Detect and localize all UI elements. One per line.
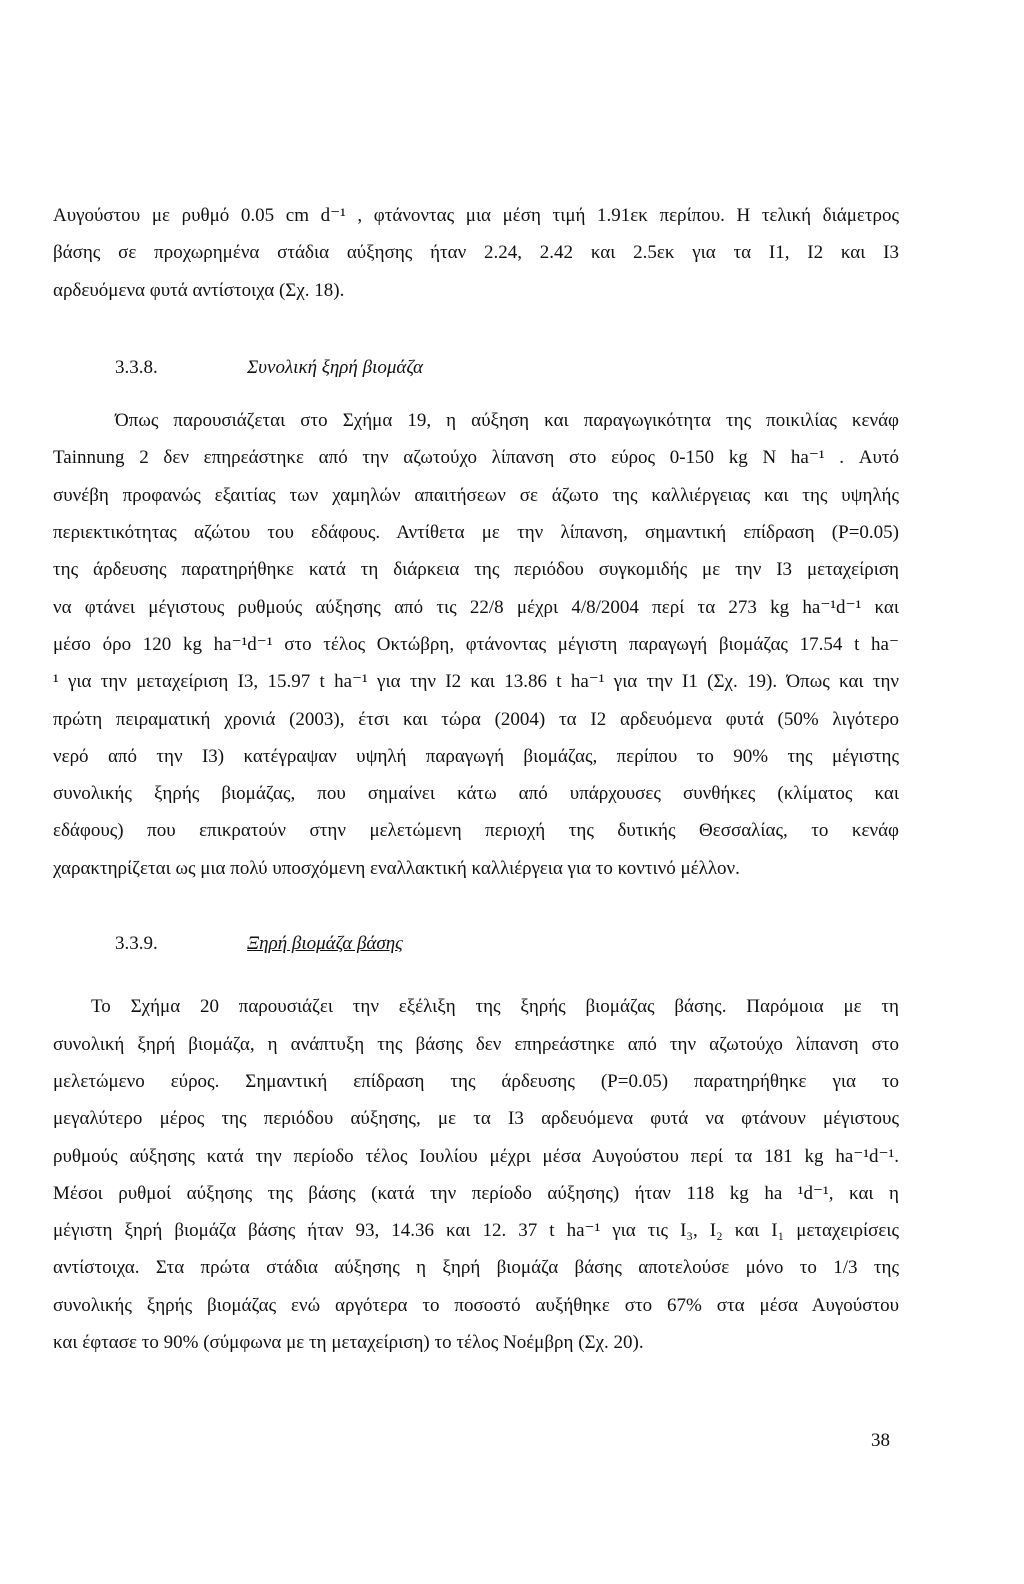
section-title: Συνολική ξηρή βιομάζα xyxy=(247,356,423,378)
text-line: νερό από την Ι3) κατέγραψαν υψηλή παραγωγή βιομάζας, περίπου το 90% της μέγιστης xyxy=(53,745,899,767)
text-line: Όπως παρουσιάζεται στο Σχήμα 19, η αύξηση και παραγωγικότητα της ποικιλίας κενάφ xyxy=(115,410,899,432)
section-heading-339 xyxy=(53,925,899,962)
text-line: Μέσοι ρυθμοί αύξησης της βάσης (κατά την περίοδο αύξησης) ήταν 118 kg ha ¹d⁻¹, και η xyxy=(53,1182,899,1204)
text-line: συνέβη προφανώς εξαιτίας των χαμηλών απαιτήσεων σε άζωτο της καλλιέργειας και της υψηλής xyxy=(53,484,899,506)
text-line: Το Σχήμα 20 παρουσιάζει την εξέλιξη της ξηρής βιομάζας βάσης. Παρόμοια με τη xyxy=(91,996,899,1018)
text-line: βάσης σε προχωρημένα στάδια αύξησης ήταν 2.24, 2.42 και 2.5εκ για τα Ι1, Ι2 και Ι3 xyxy=(53,242,899,264)
text-line: πρώτη πειραματική χρονιά (2003), έτσι και τώρα (2004) τα Ι2 αρδευόμενα φυτά (50% λιγότερο xyxy=(53,708,899,730)
section-number: 3.3.8. xyxy=(115,356,158,378)
text-line: μελετώμενο εύρος. Σημαντική επίδραση της άρδευσης (P=0.05) παρατηρήθηκε για το xyxy=(53,1070,899,1092)
text-line: αντίστοιχα. Στα πρώτα στάδια αύξησης η ξηρή βιομάζα βάσης αποτελούσε μόνο το 1/3 της xyxy=(53,1257,899,1279)
text-line: Tainnung 2 δεν επηρεάστηκε από την αζωτούχο λίπανση στο εύρος 0-150 kg N ha⁻¹ . Αυτό xyxy=(53,447,899,469)
text-line: περιεκτικότητας αζώτου του εδάφους. Αντίθετα με την λίπανση, σημαντική επίδραση (P=0.05) xyxy=(53,522,899,544)
text-line: ρυθμούς αύξησης κατά την περίοδο τέλος Ιουλίου μέχρι μέσα Αυγούστου περί τα 181 kg ha⁻¹d⁻¹. xyxy=(53,1145,899,1167)
text-line: της άρδευσης παρατηρήθηκε κατά τη διάρκεια της περιόδου συγκομιδής με την Ι3 μεταχείριση xyxy=(53,559,899,581)
text-line: ¹ για την μεταχείριση Ι3, 15.97 t ha⁻¹ για την Ι2 και 13.86 t ha⁻¹ για την Ι1 (Σχ. 19). Όπως και την xyxy=(53,671,899,693)
text-line: χαρακτηρίζεται ως μια πολύ υποσχόμενη εναλλακτική καλλιέργεια για το κοντινό μέλλον. xyxy=(53,857,740,879)
text-line: και έφτασε το 90% (σύμφωνα με τη μεταχείριση) το τέλος Νοέμβρη (Σχ. 20). xyxy=(53,1332,644,1354)
section-number: 3.3.9. xyxy=(115,933,158,955)
section-heading-338 xyxy=(53,349,899,386)
page-number: 38 xyxy=(871,1430,890,1451)
text-line: αρδευόμενα φυτά αντίστοιχα (Σχ. 18). xyxy=(53,279,345,301)
text-line: μεγαλύτερο μέρος της περιόδου αύξησης, με τα Ι3 αρδευόμενα φυτά να φτάνουν μέγιστους xyxy=(53,1108,899,1130)
text-line: συνολική ξηρή βιομάζα, η ανάπτυξη της βάσης δεν επηρεάστηκε από την αζωτούχο λίπανση στο xyxy=(53,1033,899,1055)
text-line: μέσο όρο 120 kg ha⁻¹d⁻¹ στο τέλος Οκτώβρη, φτάνοντας μέγιστη παραγωγή βιομάζας 17.54 t ha⁻ xyxy=(53,633,899,655)
document-page xyxy=(53,197,899,1361)
paragraph-339 xyxy=(53,988,899,1361)
text-line: μέγιστη ξηρή βιομάζα βάσης ήταν 93, 14.36 και 12. 37 t ha⁻¹ για τις I₃, I₂ και I₁ μεταχειρίσεις xyxy=(53,1220,899,1242)
text-line: να φτάνει μέγιστους ρυθμούς αύξησης από τις 22/8 μέχρι 4/8/2004 περί τα 273 kg ha⁻¹d⁻¹ και xyxy=(53,596,899,618)
paragraph-338 xyxy=(53,402,899,887)
section-title: Ξηρή βιομάζα βάσης xyxy=(247,933,403,955)
paragraph-continued xyxy=(53,197,899,309)
text-line: συνολικής ξηρής βιομάζας ενώ αργότερα το ποσοστό αυξήθηκε στο 67% στα μέσα Αυγούστου xyxy=(53,1294,899,1316)
text-line: συνολικής ξηρής βιομάζας, που σημαίνει κάτω από υπάρχουσες συνθήκες (κλίματος και xyxy=(53,783,899,805)
text-line: εδάφους) που επικρατούν στην μελετώμενη περιοχή της δυτικής Θεσσαλίας, το κενάφ xyxy=(53,820,899,842)
text-line: Αυγούστου με ρυθμό 0.05 cm d⁻¹ , φτάνοντας μια μέση τιμή 1.91εκ περίπου. Η τελική διάμετρος xyxy=(53,205,899,226)
